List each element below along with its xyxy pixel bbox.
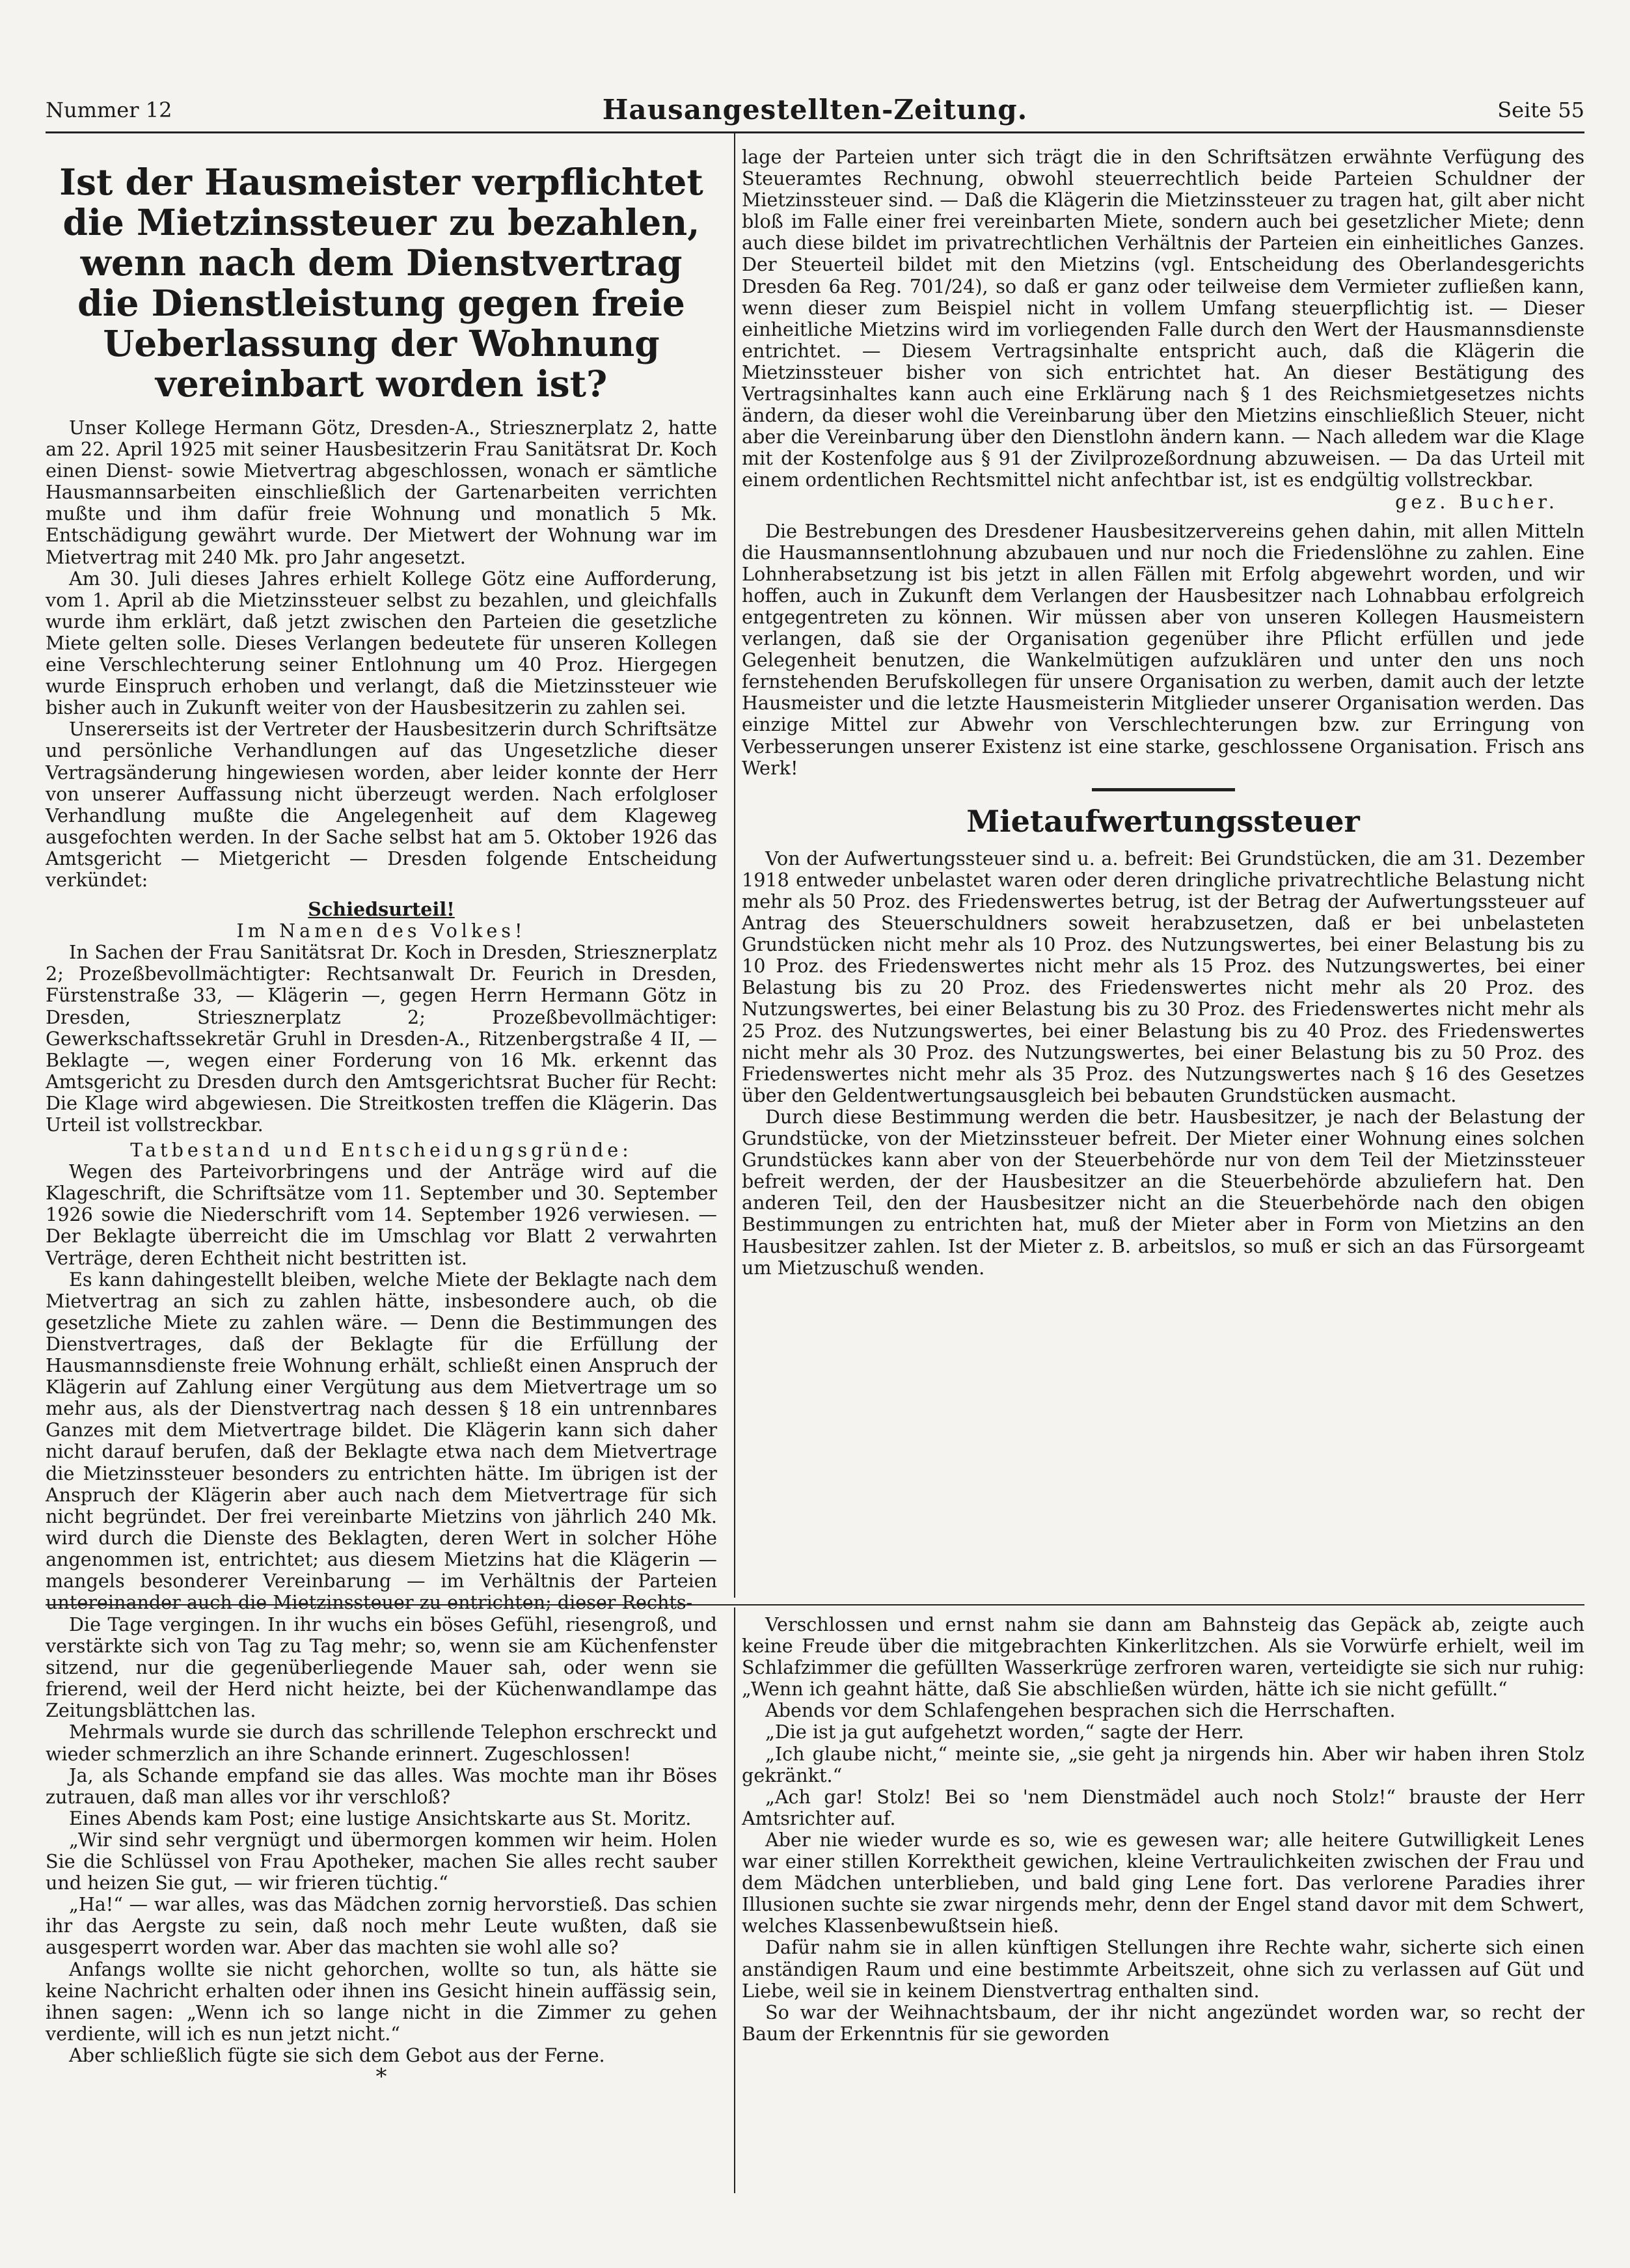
separator-rule — [1092, 788, 1235, 791]
article-paragraph: Am 30. Juli dieses Jahres erhielt Kollege Götz eine Aufforderung, vom 1. April ab die Mietzinssteuer selbst zu bezahlen, und gleichfalls wurde ihm erklärt, daß jetzt zwischen den Parteien die gesetzliche Miete gelten solle. Dieses Verlangen bedeutete für unseren Kollegen eine Verschlechterung seiner Entlohnung um 40 Proz. Hiergegen wurde Einspruch erhoben und verlangt, daß die Mietzinssteuer wie bisher auch in Zukunft weiter von der Hausbesitzerin zu zahlen sei. — [46, 567, 717, 719]
story-paragraph: Mehrmals wurde sie durch das schrillende Telephon erschreckt und wieder schmerzlich an ihre Schande erinnert. Zugeschlossen! — [46, 1721, 717, 1765]
section-star: * — [375, 2063, 387, 2090]
story-paragraph: Aber schließlich fügte sie sich dem Gebot aus der Ferne. — [69, 2043, 605, 2066]
article-paragraph: Unser Kollege Hermann Götz, Dresden-A., Striesznerplatz 2, hatte am 22. April 1925 mit seiner Hausbesitzerin Frau Sanitätsrat Dr. Koch einen Dienst- sowie Mietvertrag abgeschlossen, wonach er sämtliche Hausmannsarbeiten einschließlich der Gartenarbeiten verrichten mußte und ihm dafür freie Wohnung und monatlich 5 Mk. Entschädigung gewährt wurde. Der Mietwert der Wohnung war im Mietvertrag mit 240 Mk. pro Jahr angesetzt. — [46, 417, 717, 568]
verdict-title: Schiedsurteil! — [308, 898, 455, 921]
story-paragraph: Dafür nahm sie in allen künftigen Stellungen ihre Rechte wahr, sicherte sich einen anständigen Raum und eine bestimmte Arbeitszeit, ohne sich zu verlassen auf Güt und Liebe, weil sie in keinem Dienstvertrag enthalten sind. — [742, 1936, 1584, 2002]
article-paragraph: lage der Parteien unter sich trägt die in den Schriftsätzen erwähnte Verfügung des Steueramtes Rechnung, obwohl steuerrechtlich beide Parteien Schuldner der Mietzinssteuer sind. — Daß die Klägerin die Mietzinssteuer zu tragen hat, gilt aber nicht bloß im Falle einer frei vereinbarten Miete, sondern auch bei gesetzlicher Miete; denn auch diese bildet im privatrechtlichen Verhältnis der Parteien ein einheitliches Ganzes. Der Steuerteil bildet mit den Mietzins (vgl. Entscheidung des Oberlandesgerichts Dresden 6a Reg. 701/24), so daß er ganz oder teilweise dem Vermieter zufließen kann, wenn dieser zum Beispiel nicht in vollem Umfang steuerpflichtig ist. — Dieser einheitliche Mietzins wird im vorliegenden Falle durch den Wert der Hausmannsdienste entrichtet. — Diesem Vertragsinhalte entspricht auch, daß die Klägerin die Mietzinssteuer bisher von sich entrichtet hat. An dieser Bestätigung des Vertragsinhaltes kann auch eine Erklärung nach § 1 des Reichsmietgesetzes nichts ändern, da dieser wohl die Vereinbarung über den Mietzins einschließlich Steuer, nicht aber die Vereinbarung über den Dienstlohn ändern kann. — Nach alledem war die Klage mit der Kostenfolge aus § 91 der Zivilprozeßordnung abzuweisen. — Da das Urteil mit einem ordentlichen Rechtsmittel nicht anfechtbar ist, ist es endgültig vollstreckbar. — [742, 146, 1584, 491]
upper-right-column — [742, 146, 1584, 1279]
upper-left-column — [46, 146, 717, 1613]
page-number: Seite 55 — [1497, 98, 1584, 122]
story-paragraph: „Ich glaube nicht,“ meinte sie, „sie geht ja nirgends hin. Aber wir haben ihren Stolz gekränkt.“ — [742, 1742, 1584, 1786]
article2-paragraph: Durch diese Bestimmung werden die betr. Hausbesitzer, je nach der Belastung der Grundstücke, von der Mietzinssteuer befreit. Der Mieter einer Wohnung eines solchen Grundstückes kann aber von der Steuerbehörde nur von dem Teil der Mietzinssteuer befreit werden, der der Hausbesitzer an die Steuerbehörde abzuliefern hat. Den anderen Teil, den der Hausbesitzer nicht an die Steuerbehörde nach den obigen Bestimmungen zu entrichten hat, muß der Mieter aber in Form von Mietzins an den Hausbesitzer zahlen. Ist der Mieter z. B. arbeitslos, so muß er sich an das Fürsorgeamt um Mietzuschuß wenden. — [742, 1105, 1584, 1279]
issue-number: Nummer 12 — [46, 98, 172, 122]
column-divider — [734, 133, 735, 1598]
story-paragraph: „Ach gar! Stolz! Bei so 'nem Dienstmädel auch noch Stolz!“ brauste der Herr Amtsrichter auf. — [742, 1785, 1584, 1829]
column-divider — [734, 1607, 735, 2193]
story-right-column — [742, 1614, 1584, 2045]
signature: gez. Bucher. — [1395, 490, 1558, 513]
verdict-subtitle: Im Namen des Volkes! — [236, 920, 526, 942]
story-paragraph: „Wir sind sehr vergnügt und übermorgen kommen wir heim. Holen Sie die Schlüssel von Frau Apotheker, machen Sie alles recht sauber und heizen Sie gut, — wir frieren tüchtig.“ — [46, 1828, 717, 1894]
story-paragraph: „Die ist ja gut aufgehetzt worden,“ sagte der Herr. — [765, 1721, 1244, 1743]
article-paragraph: In Sachen der Frau Sanitätsrat Dr. Koch in Dresden, Striesznerplatz 2; Prozeßbevollmächtigter: Rechtsanwalt Dr. Feurich in Dresden, Fürstenstraße 33, — Klägerin —, gegen Herrn Hermann Götz in Dresden, Striesznerplatz 2; Prozeßbevollmächtiger: Gewerkschaftssekretär Gruhl in Dresden-A., Ritzenbergstraße 4 II, — Beklagte —, wegen einer Forderung von 16 Mk. erkennt das Amtsgericht zu Dresden durch den Amtsgerichtsrat Bucher für Recht: Die Klage wird abgewiesen. Die Streitkosten treffen die Klägerin. Das Urteil ist vollstreckbar. — [46, 941, 717, 1136]
story-paragraph: Anfangs wollte sie nicht gehorchen, wollte so tun, als hätte sie keine Nachricht erhalten oder ihnen ins Gesicht hinein auffässig sein, ihnen sagen: „Wenn ich so lange nicht in die Zimmer zu gehen verdiente, will ich es nun jetzt nicht.“ — [46, 1958, 717, 2045]
article-title: Ist der Hausmeister verpflichtet die Mietzinssteuer zu bezahlen, wenn nach dem Dienstvertrag die Dienstleistung gegen freie Ueberlassung der Wohnung vereinbart worden ist? — [59, 161, 703, 405]
section-divider — [46, 1604, 1584, 1605]
story-paragraph: Ja, als Schande empfand sie das alles. Was mochte man ihr Böses zutrauen, daß man alles vor ihr verschloß? — [46, 1764, 717, 1808]
story-paragraph: Die Tage vergingen. In ihr wuchs ein böses Gefühl, riesengroß, und verstärkte sich von Tag zu Tag mehr; so, wenn sie am Küchenfenster sitzend, nur die gegenüberliegende Mauer sah, oder wenn sie frierend, weil der Herd nicht heizte, bei der Küchenwandlampe das Zeitungsblättchen las. — [46, 1613, 717, 1722]
story-paragraph: „Ha!“ — war alles, was das Mädchen zornig hervorstieß. Das schien ihr das Aergste zu sein, daß noch mehr Leute wußten, daß sie ausgesperrt worden war. Aber das machten sie wohl alle so? — [46, 1893, 717, 1959]
article-paragraph: Wegen des Parteivorbringens und der Anträge wird auf die Klageschrift, die Schriftsätze vom 11. September und 30. September 1926 sowie die Niederschrift vom 14. September 1926 verwiesen. — Der Beklagte überreicht die im Umschlag vor Blatt 2 verwahrten Verträge, deren Echtheit nicht bestritten ist. — [46, 1160, 717, 1269]
article2-paragraph: Von der Aufwertungssteuer sind u. a. befreit: Bei Grundstücken, die am 31. Dezember 1918 entweder unbelastet waren oder deren dringliche privatrechtliche Belastung nicht mehr als 50 Proz. des Friedenswertes betrug, ist der Betrag der Aufwertungssteuer auf Antrag des Steuerschuldners soweit herabzusetzen, daß er bei unbelasteten Grundstücken nicht mehr als 10 Proz. des Nutzungswertes, bei einer Belastung bis zu 10 Proz. des Friedenswertes nicht mehr als 15 Proz. des Nutzungswertes, bei einer Belastung bis zu 20 Proz. des Friedenswertes nicht mehr als 20 Proz. des Nutzungswertes, bei einer Belastung bis zu 30 Proz. des Friedenswertes nicht mehr als 25 Proz. des Nutzungswertes, bei einer Belastung bis zu 40 Proz. des Friedenswertes nicht mehr als 30 Proz. des Nutzungswertes, bei einer Belastung bis zu 50 Proz. des Friedenswertes nicht mehr als 35 Proz. des Nutzungswertes nach § 16 des Gesetzes über den Geldentwertungsausgleich bei bebauten Grundstücken ausmacht. — [742, 847, 1584, 1106]
story-paragraph: Aber nie wieder wurde es so, wie es gewesen war; alle heitere Gutwilligkeit Lenes war einer stillen Korrektheit gewichen, kleine Vertraulichkeiten zwischen der Frau und dem Mädchen unterblieben, und bald ging Lene fort. Das verlorene Paradies ihrer Illusionen suchte sie zwar nirgends mehr, denn der Engel stand davor mit dem Schwert, welches Klassenbewußtsein hieß. — [742, 1828, 1584, 1937]
article-paragraph: Unsererseits ist der Vertreter der Hausbesitzerin durch Schriftsätze und persönliche Verhandlungen auf das Ungesetzliche dieser Vertragsänderung hingewiesen worden, aber leider konnte der Herr von unserer Auffassung nicht überzeugt werden. Nach erfolgloser Verhandlung mußte die Angelegenheit auf dem Klageweg ausgefochten werden. In der Sache selbst hat am 5. Oktober 1926 das Amtsgericht — Mietgericht — Dresden folgende Entscheidung verkündet: — [46, 718, 717, 891]
reasons-title: Tatbestand und Entscheidungsgründe: — [130, 1139, 632, 1162]
story-paragraph: Abends vor dem Schlafengehen besprachen sich die Herrschaften. — [765, 1699, 1396, 1722]
article2-title: Mietaufwertungssteuer — [966, 803, 1360, 839]
story-paragraph: So war der Weihnachtsbaum, der ihr nicht angezündet worden war, so recht der Baum der Erkenntnis für sie geworden — [742, 2001, 1584, 2045]
story-paragraph: Eines Abends kam Post; eine lustige Ansichtskarte aus St. Moritz. — [69, 1807, 692, 1829]
newspaper-title: Hausangestellten-Zeitung. — [602, 94, 1028, 126]
article-paragraph: Es kann dahingestellt bleiben, welche Miete der Beklagte nach dem Mietvertrag an sich zu zahlen hätte, insbesondere auch, ob die gesetzliche Miete zu zahlen wäre. — Denn die Bestimmungen des Dienstvertrages, daß der Beklagte für die Erfüllung der Hausmannsdienste freie Wohnung erhält, schließt einen Anspruch der Klägerin auf Zahlung einer Vergütung aus dem Mietvertrage um so mehr aus, als der Dienstvertrag nach dessen § 18 ein untrennbares Ganzes mit dem Mietvertrage bildet. Die Klägerin kann sich daher nicht darauf berufen, daß der Beklagte etwa nach dem Mietvertrage die Mietzinssteuer besonders zu entrichten hätte. Im übrigen ist der Anspruch der Klägerin aber auch nach dem Mietvertrage für sich nicht begründet. Der frei vereinbarte Mietzins von jährlich 240 Mk. wird durch die Dienste des Beklagten, deren Wert in solcher Höhe angenommen ist, entrichtet; aus diesem Mietzins hat die Klägerin — mangels besonderer Vereinbarung — im Verhältnis der Parteien untereinander auch die Mietzinssteuer zu entrichten; dieser Rechts- — [46, 1268, 717, 1614]
story-left-column — [46, 1614, 717, 2088]
story-paragraph: Verschlossen und ernst nahm sie dann am Bahnsteig das Gepäck ab, zeigte auch keine Freude über die mitgebrachten Kinkerlitzchen. Als sie Vorwürfe erhielt, weil im Schlafzimmer die gefüllten Wasserkrüge zerfroren waren, verteidigte sie sich nur ruhig: „Wenn ich geahnt hätte, daß Sie abschließen würden, hätte ich sie nicht gefüllt.“ — [742, 1613, 1584, 1701]
page-header — [46, 94, 1584, 137]
header-rule — [46, 131, 1584, 133]
article-paragraph: Die Bestrebungen des Dresdener Hausbesitzervereins gehen dahin, mit allen Mitteln die Hausmannsentlohnung abzubauen und nur noch die Friedenslöhne zu zahlen. Eine Lohnherabsetzung ist bis jetzt in allen Fällen mit Erfolg abgewehrt worden, und wir hoffen, auch in Zukunft dem Verlangen der Hausbesitzer nach Lohnabbau erfolgreich entgegentreten zu können. Wir müssen aber von unseren Kollegen Hausmeistern verlangen, daß sie der Organisation gegenüber ihre Pflicht erfüllen und jede Gelegenheit benutzen, die Wankelmütigen aufzuklären und unter den uns noch fernstehenden Berufskollegen für unsere Organisation zu werben, damit auch der letzte Hausmeister und die letzte Hausmeisterin Mitglieder unserer Organisation werden. Das einzige Mittel zur Abwehr von Verschlechterungen bzw. zur Erringung von Verbesserungen unserer Existenz ist eine starke, geschlossene Organisation. Frisch ans Werk! — [742, 519, 1584, 779]
